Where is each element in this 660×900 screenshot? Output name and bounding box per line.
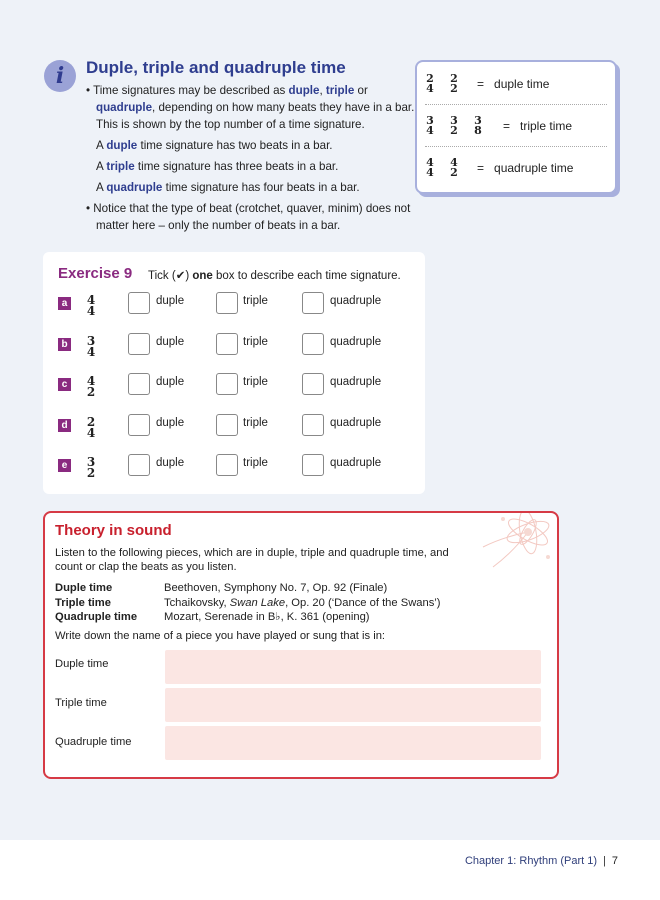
- answer-label-triple: Triple time: [55, 697, 107, 709]
- item-letter-badge: e: [58, 459, 71, 472]
- triple-checkbox[interactable]: [216, 292, 238, 314]
- triple-label: triple: [243, 416, 268, 429]
- bullet-time-signatures: • Time signatures may be described as duple, triple or quadruple, depending on how many beats they have in a bar. This is shown by the top number of a time signature.: [86, 84, 415, 131]
- text: ,: [319, 84, 326, 97]
- keyword-triple: triple: [325, 84, 355, 97]
- time-signature-fraction: [86, 295, 96, 317]
- exercise-item-b: [58, 332, 418, 358]
- time-signature-fraction: [86, 376, 96, 398]
- exercise-instruction: [148, 268, 401, 282]
- triple-label: triple: [243, 457, 268, 469]
- item-letter-badge: c: [58, 378, 71, 391]
- text: Notice that the type of beat (crotchet, quaver, minim) does not matter here – only the number of beats in a bar.: [93, 202, 411, 232]
- text: , Op. 20 (‘Dance of the Swans’): [285, 597, 441, 609]
- time-signature: [425, 116, 435, 136]
- text: Mozart, Serenade in B♭, K. 361 (opening): [164, 611, 370, 623]
- chapter-title: Chapter 1: Rhythm (Part 1): [464, 855, 598, 867]
- duple-checkbox[interactable]: [128, 454, 150, 476]
- answer-field-quadruple[interactable]: [165, 726, 541, 760]
- equals-sign: =: [477, 77, 485, 91]
- denominator: 2: [450, 124, 458, 137]
- exercise-item-a: [58, 291, 418, 317]
- quadruple-label: quadruple: [330, 295, 382, 307]
- text: box to describe each time signature.: [212, 270, 401, 282]
- keyword-duple: duple: [288, 84, 320, 97]
- numerator: 3: [426, 114, 434, 127]
- text: Tchaikovsky,: [164, 597, 230, 609]
- denominator: 4: [86, 425, 96, 440]
- denominator: 2: [450, 166, 458, 179]
- summary-row-quadruple: [425, 148, 607, 188]
- numerator: 3: [86, 455, 96, 469]
- triple-checkbox[interactable]: [216, 373, 238, 395]
- item-letter-badge: a: [58, 297, 71, 310]
- text: A: [96, 181, 107, 194]
- duple-label: duple: [156, 295, 185, 307]
- denominator: 4: [426, 124, 434, 137]
- duple-checkbox[interactable]: [128, 292, 150, 314]
- theory-intro: Listen to the following pieces, which are in duple, triple and quadruple time, and count or clap the beats as you listen.: [55, 547, 449, 573]
- duple-checkbox[interactable]: [128, 373, 150, 395]
- triple-label: triple: [243, 295, 268, 307]
- summary-row-duple: [425, 64, 607, 105]
- info-icon: i: [44, 60, 76, 92]
- duple-label: duple: [156, 457, 185, 469]
- quadruple-label: quadruple: [330, 416, 382, 429]
- time-signature-fraction: [86, 414, 96, 440]
- time-signature: [425, 74, 435, 94]
- text: A: [96, 139, 107, 152]
- text: ): [185, 270, 193, 282]
- tick-icon: ✔: [175, 270, 186, 282]
- exercise-item-d: [58, 413, 418, 439]
- numerator: 4: [426, 156, 434, 169]
- numerator: 2: [426, 72, 434, 85]
- answer-label-quadruple: Quadruple time: [55, 736, 132, 748]
- summary-label: duple time: [494, 77, 550, 91]
- decorative-flower-icon: [473, 511, 559, 587]
- time-signature-fraction: [86, 333, 96, 359]
- example-triple: [86, 158, 416, 175]
- text: time signature has two beats in a bar.: [137, 139, 333, 152]
- time-signature: [86, 413, 110, 439]
- denominator: 4: [86, 304, 96, 318]
- denominator: 2: [86, 466, 96, 480]
- text-bold: one: [192, 270, 213, 282]
- text: or: [354, 84, 368, 97]
- text: Time signatures may be described as: [93, 84, 289, 97]
- keyword: quadruple: [106, 181, 163, 194]
- quadruple-label: quadruple: [330, 335, 382, 348]
- piece-label: Triple time: [55, 597, 111, 609]
- quadruple-label: quadruple: [330, 457, 382, 469]
- write-prompt: Write down the name of a piece you have played or sung that is in:: [55, 630, 386, 642]
- chapter-footer: [465, 855, 618, 867]
- text-italic: Swan Lake: [229, 597, 286, 609]
- numerator: 3: [450, 114, 458, 127]
- example-duple: [86, 137, 416, 154]
- text: Beethoven, Symphony No. 7, Op. 92 (Finale): [164, 582, 388, 594]
- time-signature: [449, 116, 459, 136]
- time-signature: [86, 291, 110, 317]
- triple-checkbox[interactable]: [216, 333, 238, 355]
- time-signature: [86, 453, 110, 479]
- text: A: [96, 160, 107, 173]
- equals-sign: =: [503, 119, 511, 133]
- denominator: 4: [426, 82, 434, 95]
- denominator: 2: [86, 385, 96, 399]
- exercise-title: Exercise 9: [58, 265, 133, 282]
- numerator: 4: [86, 374, 96, 388]
- denominator: 2: [450, 82, 458, 95]
- numerator: 2: [450, 72, 458, 85]
- example-quadruple: [86, 179, 416, 196]
- bullet-beat-type: • Notice that the type of beat (crotchet, quaver, minim) does not matter here – only the number of beats in a bar.: [86, 202, 411, 232]
- time-signature: [86, 332, 110, 358]
- time-signature: [425, 158, 435, 178]
- summary-label: triple time: [520, 119, 573, 133]
- numerator: 3: [474, 114, 482, 127]
- equals-sign: =: [477, 161, 485, 175]
- piece-value: [164, 581, 387, 595]
- quadruple-label: quadruple: [330, 376, 382, 388]
- time-signature-summary: [415, 60, 617, 194]
- keyword: triple: [106, 160, 135, 173]
- numerator: 2: [86, 414, 96, 429]
- denominator: 8: [474, 124, 482, 137]
- quadruple-checkbox[interactable]: [302, 454, 324, 476]
- piece-label: Quadruple time: [55, 611, 138, 623]
- triple-label: triple: [243, 335, 268, 348]
- duple-checkbox[interactable]: [128, 414, 150, 436]
- quadruple-checkbox[interactable]: [302, 333, 324, 355]
- keyword-quadruple: quadruple: [96, 101, 153, 114]
- triple-label: triple: [243, 376, 268, 388]
- time-signature: [449, 158, 459, 178]
- summary-row-triple: [425, 106, 607, 147]
- quadruple-checkbox[interactable]: [302, 292, 324, 314]
- page-footer: [0, 840, 660, 900]
- time-signature-fraction: [86, 457, 96, 479]
- text: time signature has four beats in a bar.: [162, 181, 360, 194]
- info-text: [86, 82, 416, 234]
- numerator: 4: [450, 156, 458, 169]
- separator: |: [603, 855, 606, 867]
- text: , depending on how many beats they have in a bar. This is shown by the top number of a time signature.: [96, 101, 415, 131]
- exercise-item-e: [58, 453, 418, 479]
- duple-label: duple: [156, 376, 185, 388]
- text: time signature has three beats in a bar.: [134, 160, 339, 173]
- duple-checkbox[interactable]: [128, 333, 150, 355]
- answer-field-duple[interactable]: [165, 650, 541, 684]
- piece-value: [164, 610, 370, 624]
- numerator: 4: [86, 293, 96, 307]
- triple-checkbox[interactable]: [216, 454, 238, 476]
- time-signature: [449, 74, 459, 94]
- quadruple-checkbox[interactable]: [302, 373, 324, 395]
- piece-label: Duple time: [55, 582, 113, 594]
- denominator: 4: [86, 344, 96, 359]
- keyword: duple: [106, 139, 138, 152]
- time-signature: [473, 116, 483, 136]
- item-letter-badge: d: [58, 419, 71, 432]
- theory-title: Theory in sound: [55, 522, 172, 539]
- summary-label: quadruple time: [494, 161, 574, 175]
- answer-label-duple: Duple time: [55, 658, 109, 670]
- answer-field-triple[interactable]: [165, 688, 541, 722]
- text: Tick (: [148, 270, 176, 282]
- page-number: 7: [611, 855, 618, 867]
- quadruple-checkbox[interactable]: [302, 414, 324, 436]
- exercise-item-c: [58, 372, 418, 398]
- duple-label: duple: [156, 416, 185, 429]
- piece-value: [164, 596, 441, 610]
- item-letter-badge: b: [58, 338, 71, 351]
- section-title: Duple, triple and quadruple time: [86, 58, 346, 77]
- numerator: 3: [86, 333, 96, 348]
- duple-label: duple: [156, 335, 185, 348]
- time-signature: [86, 372, 110, 398]
- triple-checkbox[interactable]: [216, 414, 238, 436]
- denominator: 4: [426, 166, 434, 179]
